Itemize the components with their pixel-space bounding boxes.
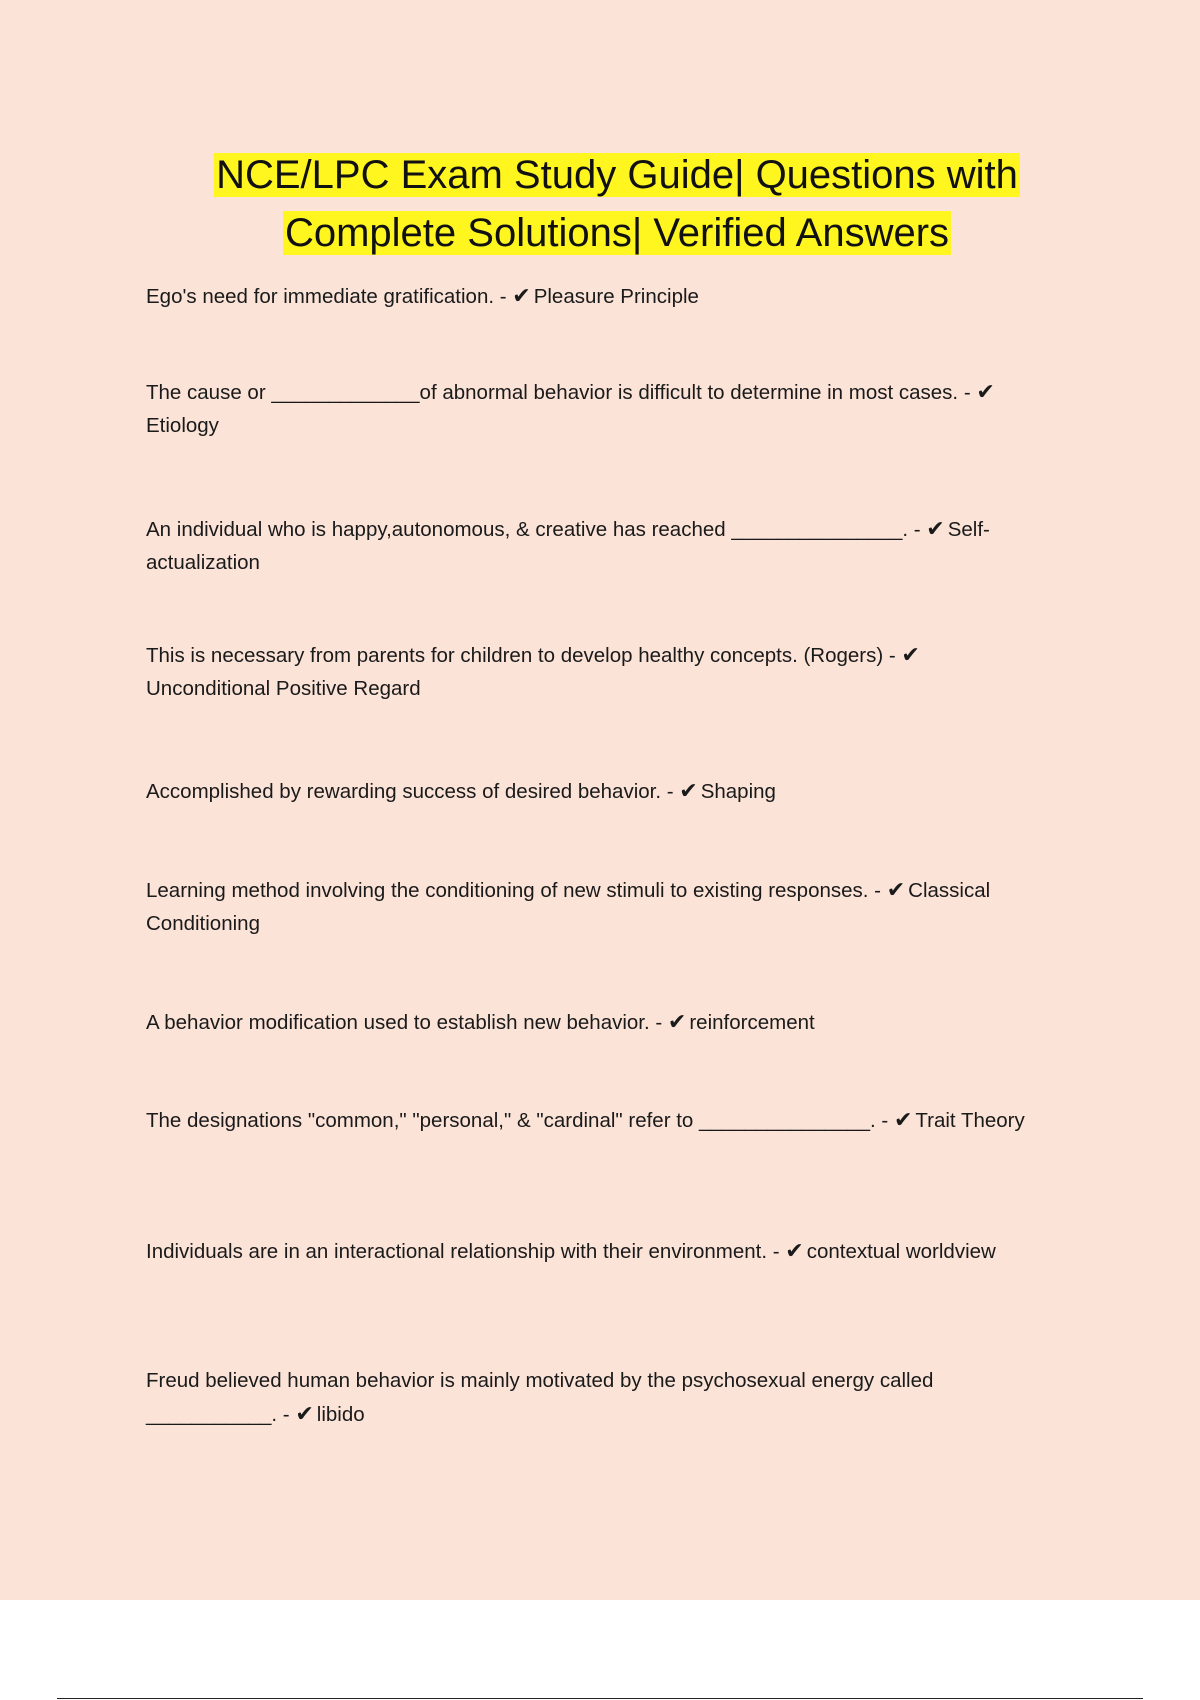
qa-item-3	[146, 512, 1076, 579]
title-line-1: NCE/LPC Exam Study Guide| Questions with	[216, 153, 1018, 197]
answer-text: Shaping	[700, 780, 776, 803]
question-text: Ego's need for immediate gratification. -	[146, 285, 513, 308]
qa-item-6	[146, 873, 1091, 940]
question-text: Freud believed human behavior is mainly motivated by the psychosexual energy called ___________. -	[146, 1369, 934, 1426]
answer-text: Self-actualization	[146, 518, 990, 574]
checkmark-icon: ✔	[512, 283, 531, 308]
answer-text: reinforcement	[689, 1011, 815, 1034]
answer-text: Unconditional Positive Regard	[146, 677, 421, 700]
answer-text: Trait Theory	[915, 1109, 1025, 1132]
answer-text: Etiology	[146, 414, 219, 437]
qa-item-7	[146, 1005, 1076, 1039]
qa-item-2	[146, 375, 1046, 442]
checkmark-icon: ✔	[901, 642, 920, 667]
question-text: An individual who is happy,autonomous, & creative has reached _______________. -	[146, 518, 927, 541]
question-text: Individuals are in an interactional relationship with their environment. -	[146, 1240, 786, 1263]
checkmark-icon: ✔	[785, 1238, 804, 1263]
question-text: Learning method involving the conditioning of new stimuli to existing responses. -	[146, 879, 887, 902]
answer-text: Pleasure Principle	[533, 285, 699, 308]
checkmark-icon: ✔	[926, 516, 945, 541]
question-text: The designations "common," "personal," & "cardinal" refer to _______________. -	[146, 1109, 894, 1132]
qa-item-4	[146, 638, 1006, 705]
checkmark-icon: ✔	[893, 1107, 913, 1132]
answer-text: contextual worldview	[806, 1240, 996, 1263]
checkmark-icon: ✔	[295, 1401, 314, 1426]
question-text: This is necessary from parents for children to develop healthy concepts. (Rogers) -	[146, 644, 902, 667]
document-title	[0, 146, 1200, 262]
qa-item-9	[146, 1234, 1006, 1268]
question-text: The cause or _____________of abnormal behavior is difficult to determine in most cases. -	[146, 381, 977, 404]
qa-item-5	[146, 774, 1076, 808]
answer-text: Classical Conditioning	[146, 879, 991, 935]
checkmark-icon: ✔	[679, 778, 698, 803]
footer-divider	[57, 1698, 1143, 1699]
checkmark-icon: ✔	[976, 379, 995, 404]
qa-item-1	[146, 279, 1076, 313]
answer-text: libido	[316, 1403, 365, 1426]
checkmark-icon: ✔	[886, 877, 906, 902]
checkmark-icon: ✔	[667, 1009, 687, 1034]
qa-item-8	[146, 1103, 1056, 1137]
qa-item-10	[146, 1364, 1026, 1431]
title-line-2: Complete Solutions| Verified Answers	[284, 211, 950, 255]
question-text: Accomplished by rewarding success of desired behavior. -	[146, 780, 680, 803]
question-text: A behavior modification used to establish new behavior. -	[146, 1011, 668, 1034]
